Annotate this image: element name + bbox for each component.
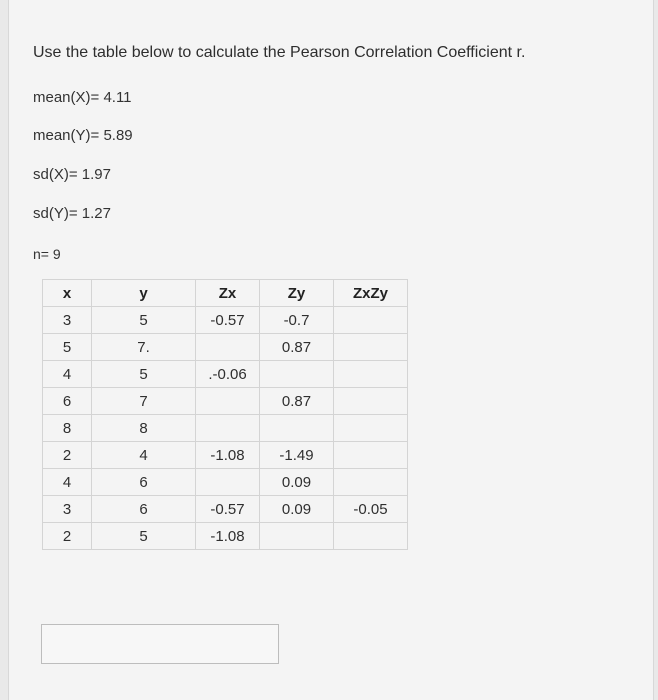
cell-y: 6 bbox=[92, 469, 196, 496]
data-table bbox=[42, 279, 408, 550]
table-header-row bbox=[43, 280, 408, 307]
cell-zy: -1.49 bbox=[260, 442, 334, 469]
header-zx: Zx bbox=[196, 280, 260, 307]
cell-y: 8 bbox=[92, 415, 196, 442]
table-row bbox=[43, 307, 408, 334]
header-y: y bbox=[92, 280, 196, 307]
cell-zxzy bbox=[334, 442, 408, 469]
cell-zx: -1.08 bbox=[196, 523, 260, 550]
sd-x-text: sd(X)= 1.97 bbox=[33, 166, 111, 183]
sd-y-text: sd(Y)= 1.27 bbox=[33, 205, 111, 222]
cell-x: 4 bbox=[43, 361, 92, 388]
n-text: n= 9 bbox=[33, 246, 61, 262]
cell-x: 3 bbox=[43, 496, 92, 523]
cell-zy: 0.87 bbox=[260, 334, 334, 361]
cell-zxzy bbox=[334, 388, 408, 415]
cell-zy bbox=[260, 415, 334, 442]
header-zxzy: ZxZy bbox=[334, 280, 408, 307]
cell-zy: 0.09 bbox=[260, 469, 334, 496]
mean-y-text: mean(Y)= 5.89 bbox=[33, 127, 133, 144]
cell-zxzy bbox=[334, 334, 408, 361]
table-row bbox=[43, 496, 408, 523]
cell-zx bbox=[196, 334, 260, 361]
cell-zx bbox=[196, 415, 260, 442]
cell-zx: -0.57 bbox=[196, 307, 260, 334]
cell-x: 2 bbox=[43, 523, 92, 550]
cell-zx: -1.08 bbox=[196, 442, 260, 469]
table-row bbox=[43, 361, 408, 388]
cell-zxzy bbox=[334, 415, 408, 442]
table-row bbox=[43, 523, 408, 550]
mean-x-text: mean(X)= 4.11 bbox=[33, 89, 132, 106]
cell-zy bbox=[260, 361, 334, 388]
cell-zx: .-0.06 bbox=[196, 361, 260, 388]
question-page bbox=[8, 0, 654, 700]
table-row bbox=[43, 469, 408, 496]
table-row bbox=[43, 415, 408, 442]
cell-y: 6 bbox=[92, 496, 196, 523]
table-row bbox=[43, 442, 408, 469]
question-text: Use the table below to calculate the Pearson Correlation Coefficient r. bbox=[33, 44, 526, 61]
cell-zx bbox=[196, 469, 260, 496]
cell-zxzy bbox=[334, 469, 408, 496]
cell-y: 7 bbox=[92, 388, 196, 415]
cell-x: 4 bbox=[43, 469, 92, 496]
cell-zx bbox=[196, 388, 260, 415]
cell-x: 6 bbox=[43, 388, 92, 415]
cell-y: 7. bbox=[92, 334, 196, 361]
cell-x: 3 bbox=[43, 307, 92, 334]
cell-zy bbox=[260, 523, 334, 550]
header-x: x bbox=[43, 280, 92, 307]
cell-x: 5 bbox=[43, 334, 92, 361]
answer-input[interactable] bbox=[41, 624, 279, 664]
cell-y: 4 bbox=[92, 442, 196, 469]
table-row bbox=[43, 334, 408, 361]
cell-x: 8 bbox=[43, 415, 92, 442]
cell-zy: 0.09 bbox=[260, 496, 334, 523]
cell-y: 5 bbox=[92, 307, 196, 334]
cell-y: 5 bbox=[92, 361, 196, 388]
cell-zy: -0.7 bbox=[260, 307, 334, 334]
header-zy: Zy bbox=[260, 280, 334, 307]
cell-y: 5 bbox=[92, 523, 196, 550]
cell-zxzy bbox=[334, 361, 408, 388]
cell-zxzy: -0.05 bbox=[334, 496, 408, 523]
cell-zy: 0.87 bbox=[260, 388, 334, 415]
cell-x: 2 bbox=[43, 442, 92, 469]
cell-zx: -0.57 bbox=[196, 496, 260, 523]
cell-zxzy bbox=[334, 523, 408, 550]
cell-zxzy bbox=[334, 307, 408, 334]
table-row bbox=[43, 388, 408, 415]
